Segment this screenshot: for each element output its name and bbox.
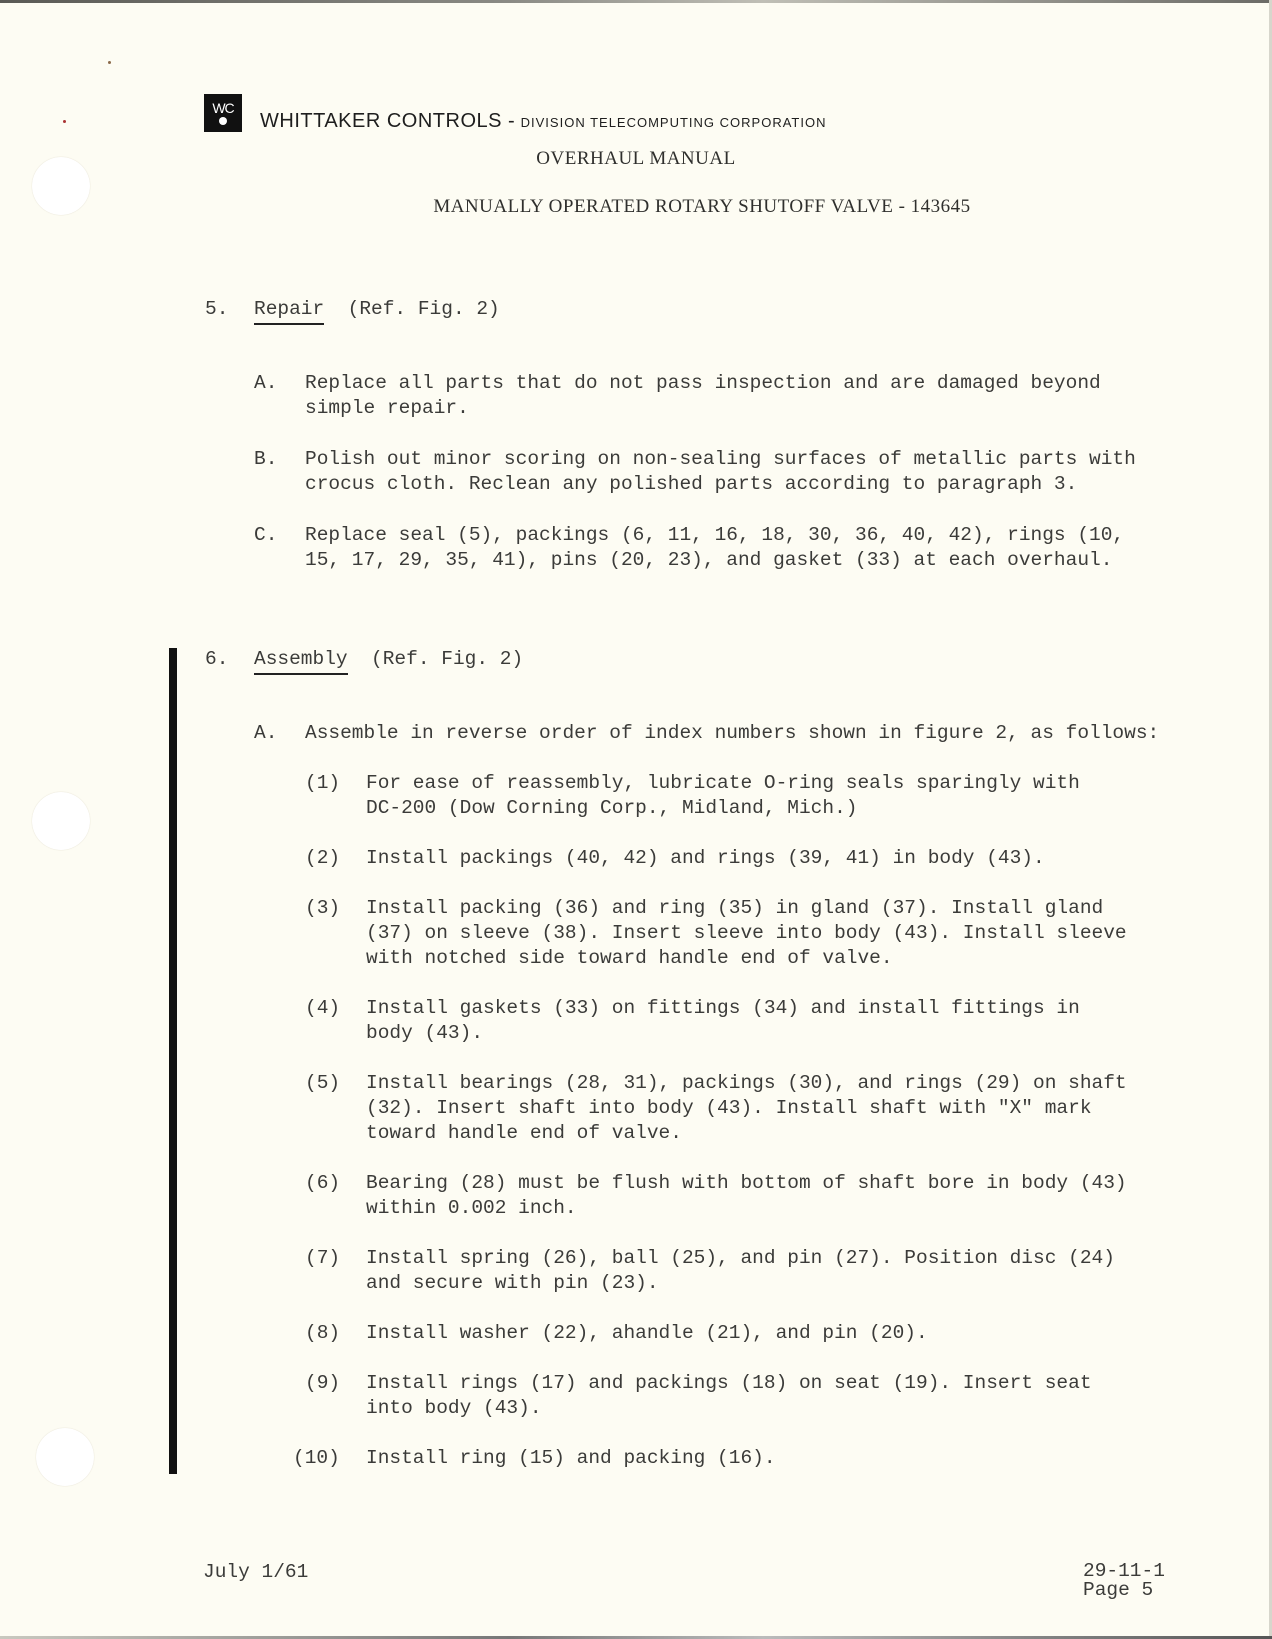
step-label: (6): [305, 1172, 341, 1194]
item-label: A.: [254, 372, 278, 394]
item-line: Assemble in reverse order of index numbers shown in figure 2, as follows:: [305, 722, 1160, 744]
step-label: (7): [305, 1247, 341, 1269]
section-heading-repair: [254, 298, 500, 320]
step-line: (37) on sleeve (38). Insert sleeve into body (43). Install sleeve: [366, 922, 1127, 944]
company-division: DIVISION TELECOMPUTING CORPORATION: [520, 115, 827, 130]
step-label: (1): [305, 772, 341, 794]
step-line: Install bearings (28, 31), packings (30), and rings (29) on shaft: [366, 1072, 1127, 1094]
step-line: For ease of reassembly, lubricate O-ring seals sparingly with: [366, 772, 1080, 794]
footer-page-number: Page 5: [1083, 1579, 1154, 1601]
manual-title: OVERHAUL MANUAL: [536, 148, 736, 169]
company-logo: [204, 94, 242, 132]
step-label: (8): [305, 1322, 341, 1344]
company-separator: -: [507, 110, 515, 132]
step-line: Install gaskets (33) on fittings (34) and install fittings in: [366, 997, 1080, 1019]
company-header: [260, 110, 826, 133]
step-line: Bearing (28) must be flush with bottom of shaft bore in body (43): [366, 1172, 1127, 1194]
item-line: crocus cloth. Reclean any polished parts according to paragraph 3.: [305, 473, 1078, 495]
section-ref: (Ref. Fig. 2): [347, 298, 500, 320]
logo-dot-icon: [219, 117, 227, 125]
section-heading-assembly: [254, 648, 523, 670]
item-label: B.: [254, 448, 278, 470]
logo-text: WC: [212, 100, 234, 116]
section-ref: (Ref. Fig. 2): [371, 648, 524, 670]
document-subject: MANUALLY OPERATED ROTARY SHUTOFF VALVE - 143645: [433, 196, 971, 217]
step-label: (10): [293, 1447, 340, 1469]
step-line: Install ring (15) and packing (16).: [366, 1447, 776, 1469]
item-line: 15, 17, 29, 35, 41), pins (20, 23), and gasket (33) at each overhaul.: [305, 549, 1113, 571]
step-line: toward handle end of valve.: [366, 1122, 682, 1144]
item-label: C.: [254, 524, 278, 546]
paper-speck: [108, 61, 111, 64]
footer-date: July 1/61: [203, 1561, 309, 1583]
step-line: Install packings (40, 42) and rings (39, 41) in body (43).: [366, 847, 1045, 869]
step-line: and secure with pin (23).: [366, 1272, 659, 1294]
paper-speck: [63, 120, 66, 123]
punch-hole-bottom: [36, 1428, 94, 1486]
section-number: 6.: [205, 648, 229, 670]
step-line: Install rings (17) and packings (18) on seat (19). Insert seat: [366, 1372, 1092, 1394]
step-line: Install packing (36) and ring (35) in gland (37). Install gland: [366, 897, 1104, 919]
item-line: Replace all parts that do not pass inspection and are damaged beyond: [305, 372, 1101, 394]
step-label: (3): [305, 897, 341, 919]
step-label: (4): [305, 997, 341, 1019]
step-line: DC-200 (Dow Corning Corp., Midland, Mich.): [366, 797, 858, 819]
item-line: Polish out minor scoring on non-sealing surfaces of metallic parts with: [305, 448, 1136, 470]
item-line: simple repair.: [305, 397, 469, 419]
revision-change-bar: [169, 648, 177, 1474]
step-line: into body (43).: [366, 1397, 542, 1419]
step-line: Install washer (22), ahandle (21), and pin (20).: [366, 1322, 928, 1344]
step-line: (32). Insert shaft into body (43). Install shaft with "X" mark: [366, 1097, 1092, 1119]
section-title: Assembly: [254, 648, 348, 675]
section-number: 5.: [205, 298, 229, 320]
item-label: A.: [254, 722, 278, 744]
step-line: body (43).: [366, 1022, 484, 1044]
step-label: (5): [305, 1072, 341, 1094]
step-label: (2): [305, 847, 341, 869]
section-title: Repair: [254, 298, 324, 325]
step-line: with notched side toward handle end of valve.: [366, 947, 893, 969]
footer-chapter: 29-11-1: [1083, 1560, 1165, 1582]
step-line: within 0.002 inch.: [366, 1197, 577, 1219]
step-label: (9): [305, 1372, 341, 1394]
step-line: Install spring (26), ball (25), and pin (27). Position disc (24): [366, 1247, 1115, 1269]
item-line: Replace seal (5), packings (6, 11, 16, 18, 30, 36, 40, 42), rings (10,: [305, 524, 1125, 546]
scan-top-edge: [0, 0, 1272, 3]
company-name: WHITTAKER CONTROLS: [260, 110, 502, 132]
punch-hole-middle: [32, 792, 90, 850]
